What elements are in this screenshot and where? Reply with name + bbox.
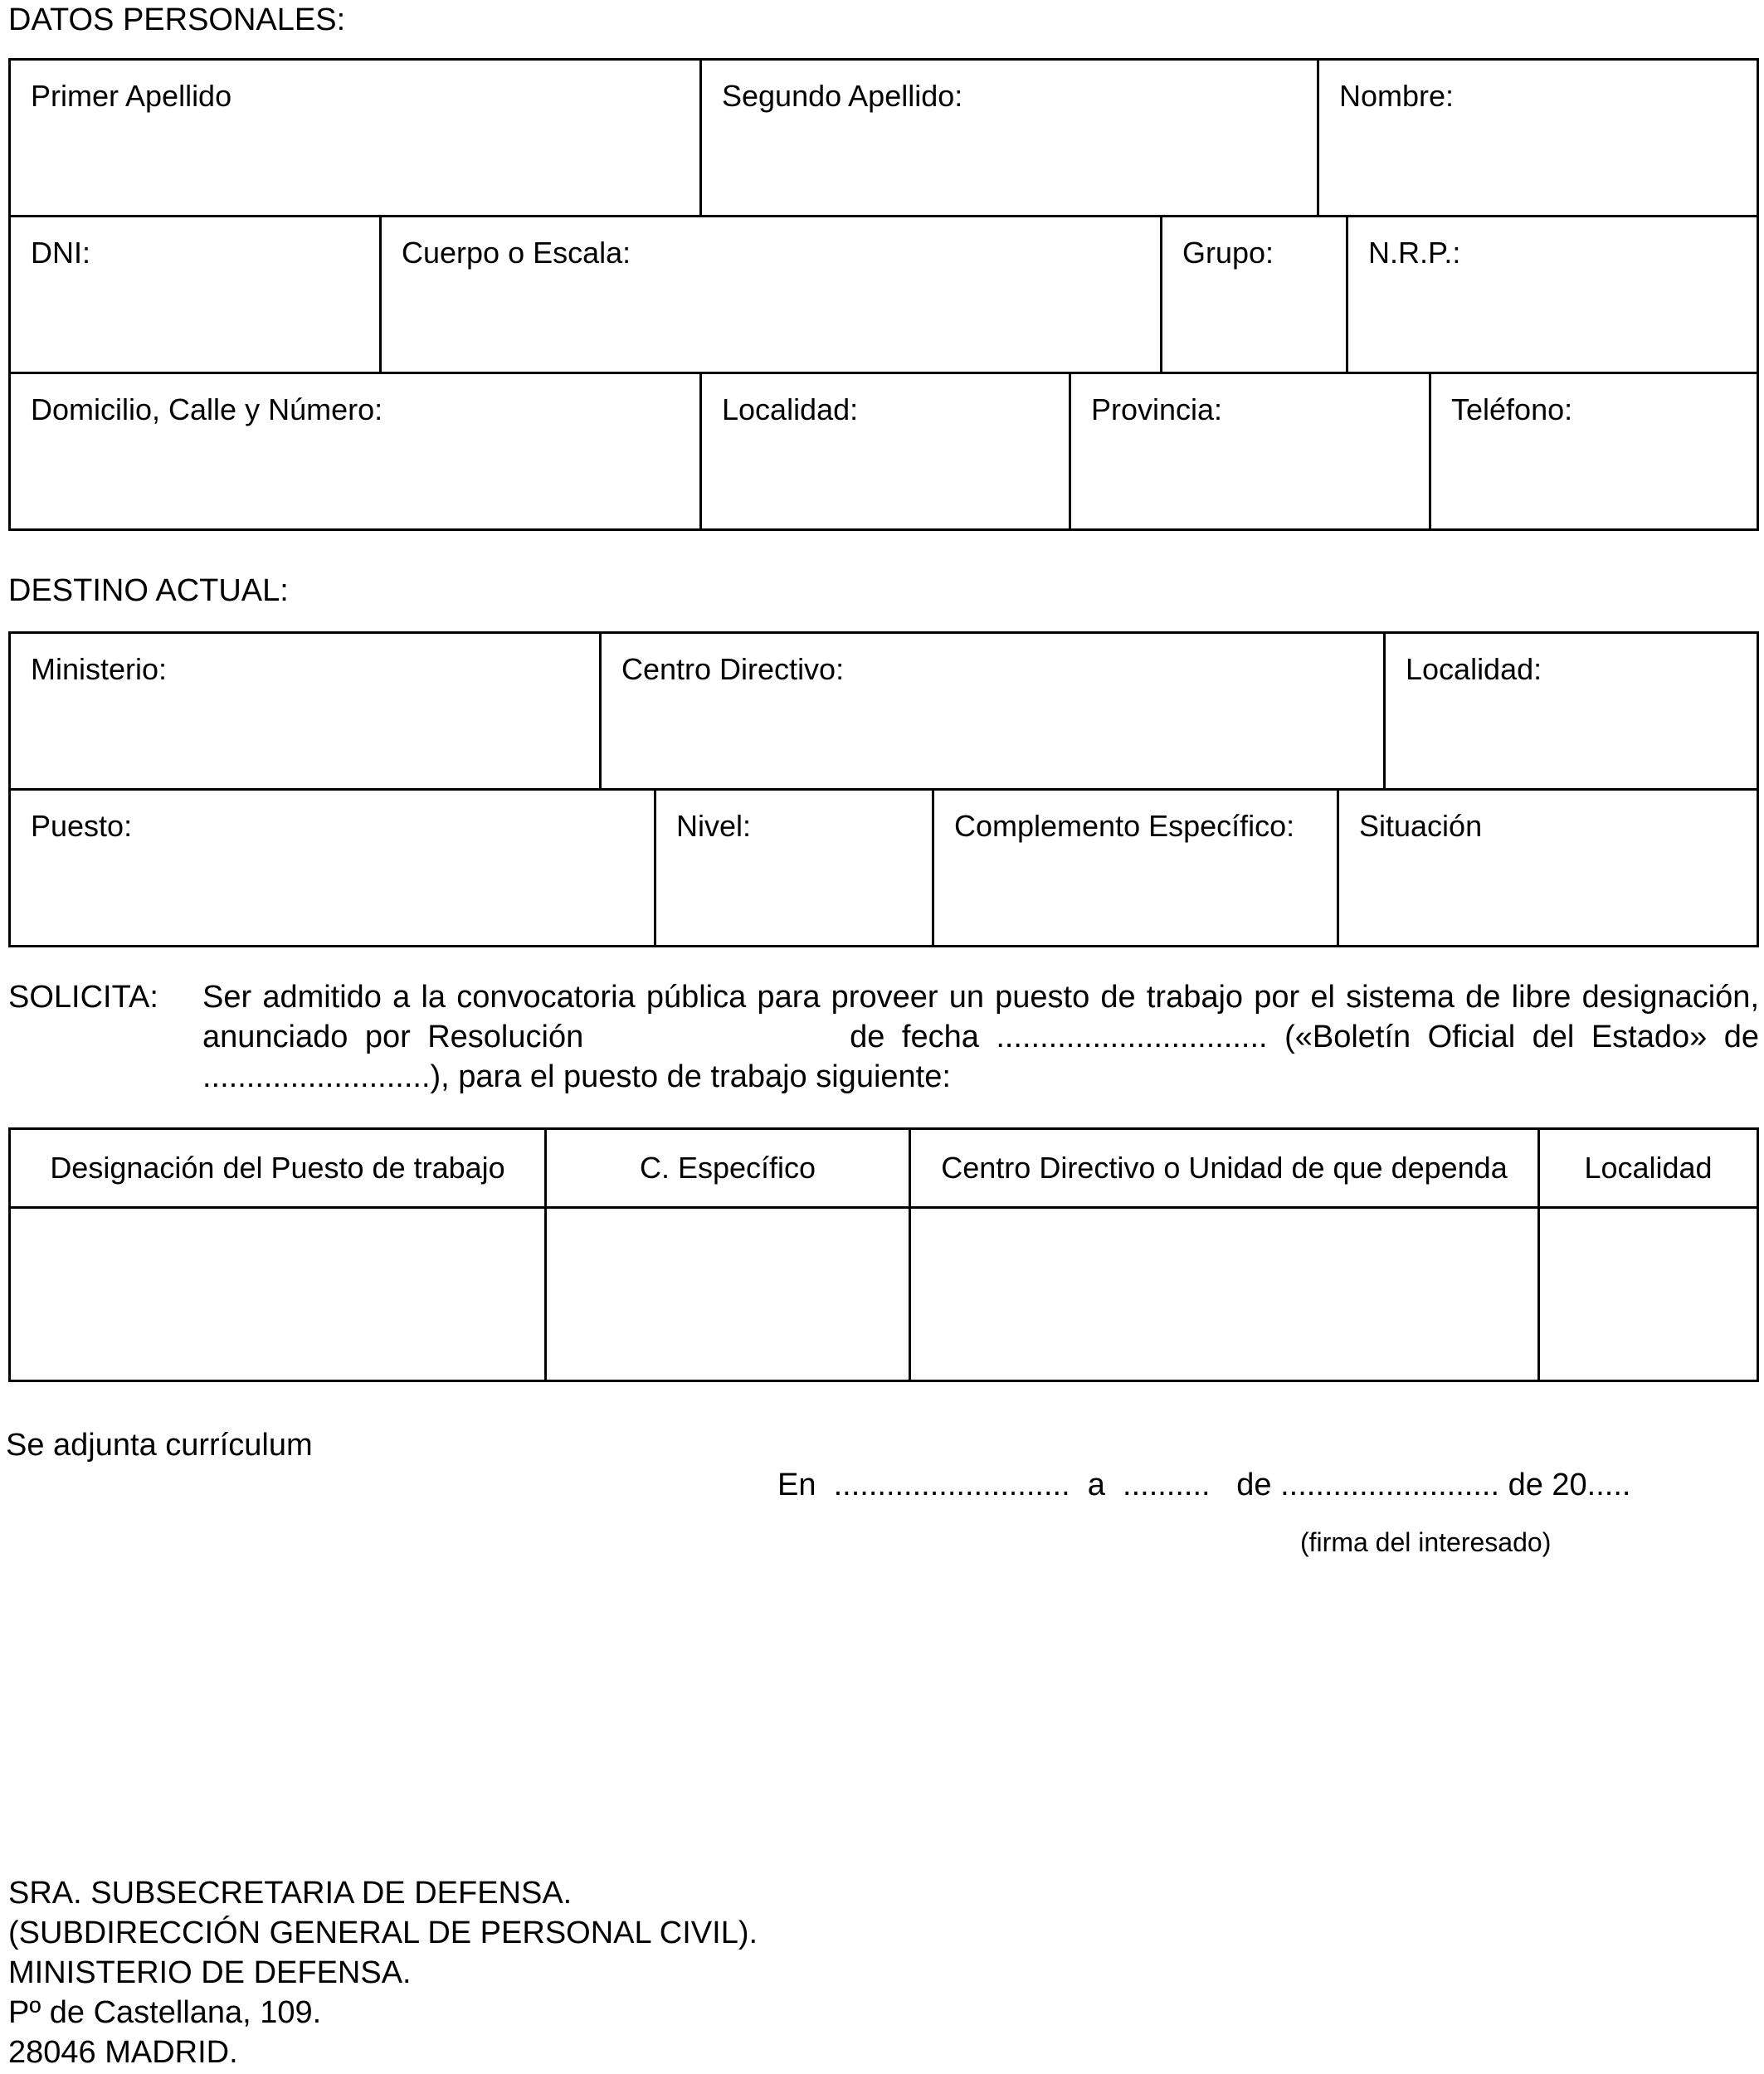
datos-row-3 (11, 372, 1757, 528)
address-line: Pº de Castellana, 109. (8, 1995, 322, 2030)
field-cuerpo-escala[interactable]: Cuerpo o Escala: (379, 217, 1160, 372)
job-table (8, 1127, 1759, 1382)
job-table-header (11, 1130, 1757, 1206)
field-complemento-especifico[interactable]: Complemento Específico: (932, 791, 1337, 945)
header-c-especifico: C. Específico (544, 1130, 909, 1206)
field-ministerio[interactable]: Ministerio: (31, 652, 168, 686)
cell-localidad[interactable] (1537, 1209, 1757, 1380)
header-centro-directivo: Centro Directivo o Unidad de que dependa (909, 1130, 1537, 1206)
field-puesto[interactable]: Puesto: (31, 809, 133, 843)
field-segundo-apellido[interactable]: Segundo Apellido: (699, 61, 1317, 215)
recipient-address (8, 1873, 758, 2072)
destino-row-1 (11, 634, 1757, 788)
destino-actual-grid (8, 631, 1759, 947)
curriculum-note: Se adjunta currículum (6, 1428, 313, 1463)
solicita-text-part1: Ser admitido a la convocatoria pública para proveer un puesto de trabajo por el sistema de libre designación, anunciado por Resolución (202, 980, 1759, 1054)
datos-row-2 (11, 215, 1757, 372)
field-nivel[interactable]: Nivel: (654, 791, 932, 945)
signature-caption: (firma del interesado) (1300, 1527, 1552, 1557)
solicita-text-part2: de fecha ............................... («Boletín Oficial del Estado» de ..........................), para el puesto de trabajo siguiente: (202, 1020, 1759, 1094)
table-row (11, 1206, 1757, 1380)
date-line: En ........................... a .......... de ......................... de 20..... (777, 1468, 1631, 1502)
field-provincia[interactable]: Provincia: (1069, 374, 1429, 528)
field-grupo[interactable]: Grupo: (1160, 217, 1346, 372)
section-title-destino-actual: DESTINO ACTUAL: (8, 573, 289, 608)
cell-c-especifico[interactable] (544, 1209, 909, 1380)
address-line: (SUBDIRECCIÓN GENERAL DE PERSONAL CIVIL). (8, 1916, 758, 1950)
field-primer-apellido[interactable]: Primer Apellido (31, 79, 232, 113)
address-line: 28046 MADRID. (8, 2035, 238, 2070)
solicita-label: SOLICITA: (8, 980, 158, 1015)
field-situacion[interactable]: Situación (1337, 791, 1757, 945)
field-dni[interactable]: DNI: (31, 236, 90, 270)
field-domicilio[interactable]: Domicilio, Calle y Número: (31, 392, 383, 426)
field-telefono[interactable]: Teléfono: (1429, 374, 1757, 528)
field-nombre[interactable]: Nombre: (1317, 61, 1757, 215)
header-designacion: Designación del Puesto de trabajo (50, 1151, 505, 1185)
address-line: SRA. SUBSECRETARIA DE DEFENSA. (8, 1876, 573, 1911)
field-nrp[interactable]: N.R.P.: (1346, 217, 1757, 372)
destino-row-2 (11, 788, 1757, 945)
field-localidad[interactable]: Localidad: (699, 374, 1069, 528)
field-centro-directivo[interactable]: Centro Directivo: (599, 634, 1383, 788)
solicita-text (202, 977, 1759, 1097)
field-localidad-destino[interactable]: Localidad: (1383, 634, 1757, 788)
datos-personales-grid (8, 58, 1759, 531)
section-title-datos-personales: DATOS PERSONALES: (8, 2, 346, 37)
datos-row-1 (11, 61, 1757, 215)
address-line: MINISTERIO DE DEFENSA. (8, 1955, 412, 1990)
cell-designacion[interactable] (11, 1209, 544, 1380)
header-localidad: Localidad (1537, 1130, 1757, 1206)
solicita-block (8, 977, 1759, 1097)
cell-centro-directivo[interactable] (909, 1209, 1537, 1380)
